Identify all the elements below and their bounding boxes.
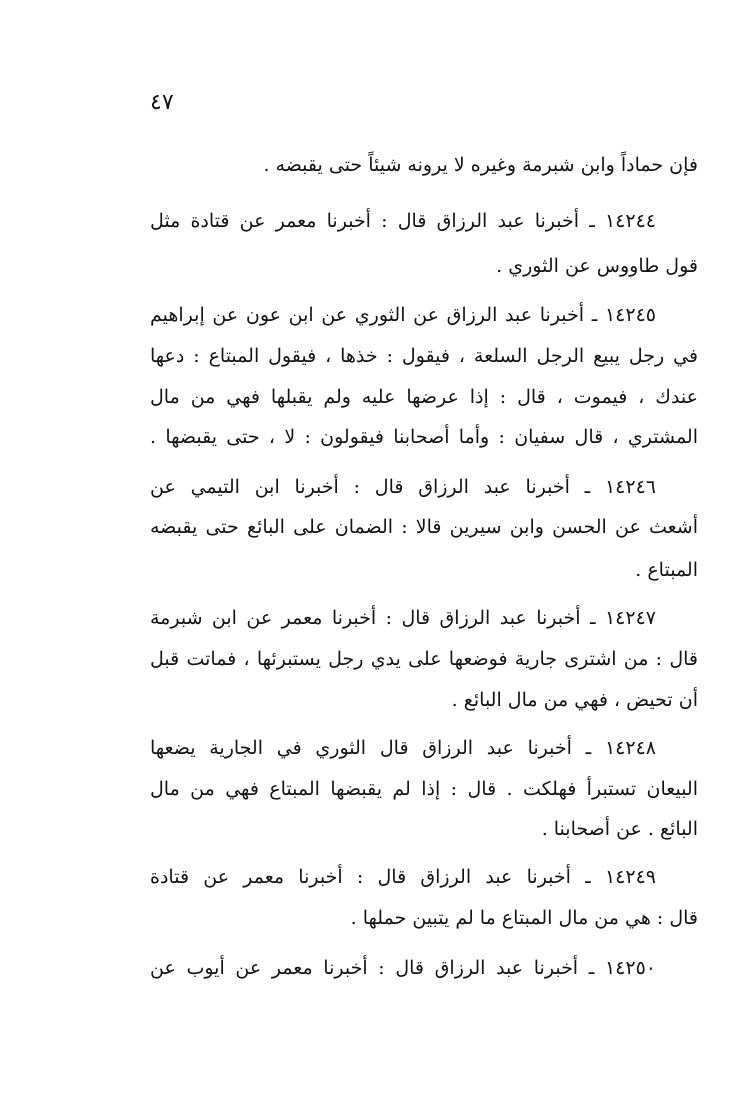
hadith-14244-line: ١٤٢٤٤ ـ أخبرنا عبد الرزاق قال : أخبرنا معمر عن قتادة مثل: [150, 210, 656, 232]
hadith-14247-line: قال : من اشترى جارية فوضعها على يدي رجل يستبرئها ، فماتت قبل: [150, 648, 698, 670]
hadith-14244-line: قول طاووس عن الثوري .: [496, 255, 698, 277]
hadith-14245-line: في رجل يبيع الرجل السلعة ، فيقول : خذها ، فيقول المبتاع : دعها: [150, 345, 698, 367]
paragraph-line: فإن حماداً وابن شبرمة وغيره لا يرونه شيئاً حتى يقبضه .: [263, 154, 698, 176]
hadith-14246-line: أشعث عن الحسن وابن سيرين قالا : الضمان على البائع حتى يقبضه: [150, 516, 698, 538]
hadith-14249-line: ١٤٢٤٩ ـ أخبرنا عبد الرزاق قال : أخبرنا معمر عن قتادة: [150, 866, 656, 888]
hadith-14248-line: البائع . عن أصحابنا .: [541, 818, 698, 840]
hadith-14247-line: أن تحيض ، فهي من مال البائع .: [451, 689, 698, 711]
hadith-14250-line: ١٤٢٥٠ ـ أخبرنا عبد الرزاق قال : أخبرنا معمر عن أيوب عن: [150, 957, 656, 979]
hadith-14245-line: ١٤٢٤٥ ـ أخبرنا عبد الرزاق عن الثوري عن ابن عون عن إبراهيم: [150, 304, 656, 326]
page-number: ٤٧: [150, 90, 174, 115]
hadith-14249-line: قال : هي من مال المبتاع ما لم يتبين حملها .: [350, 907, 698, 929]
hadith-14248-line: ١٤٢٤٨ ـ أخبرنا عبد الرزاق قال الثوري في الجارية يضعها: [150, 737, 656, 759]
hadith-14248-line: البيعان تستبرأ فهلكت . قال : إذا لم يقبضها المبتاع فهي من مال: [150, 778, 698, 800]
hadith-14245-line: عندك ، فيموت ، قال : إذا عرضها عليه ولم يقبلها فهي من مال: [150, 386, 698, 408]
hadith-14247-line: ١٤٢٤٧ ـ أخبرنا عبد الرزاق قال : أخبرنا معمر عن ابن شبرمة: [150, 607, 656, 629]
hadith-14246-line: ١٤٢٤٦ ـ أخبرنا عبد الرزاق قال : أخبرنا ابن التيمي عن: [150, 476, 656, 498]
hadith-14246-line: المبتاع .: [635, 559, 698, 581]
hadith-14245-line: المشتري ، قال سفيان : وأما أصحابنا فيقولون : لا ، حتى يقبضها .: [150, 426, 698, 448]
